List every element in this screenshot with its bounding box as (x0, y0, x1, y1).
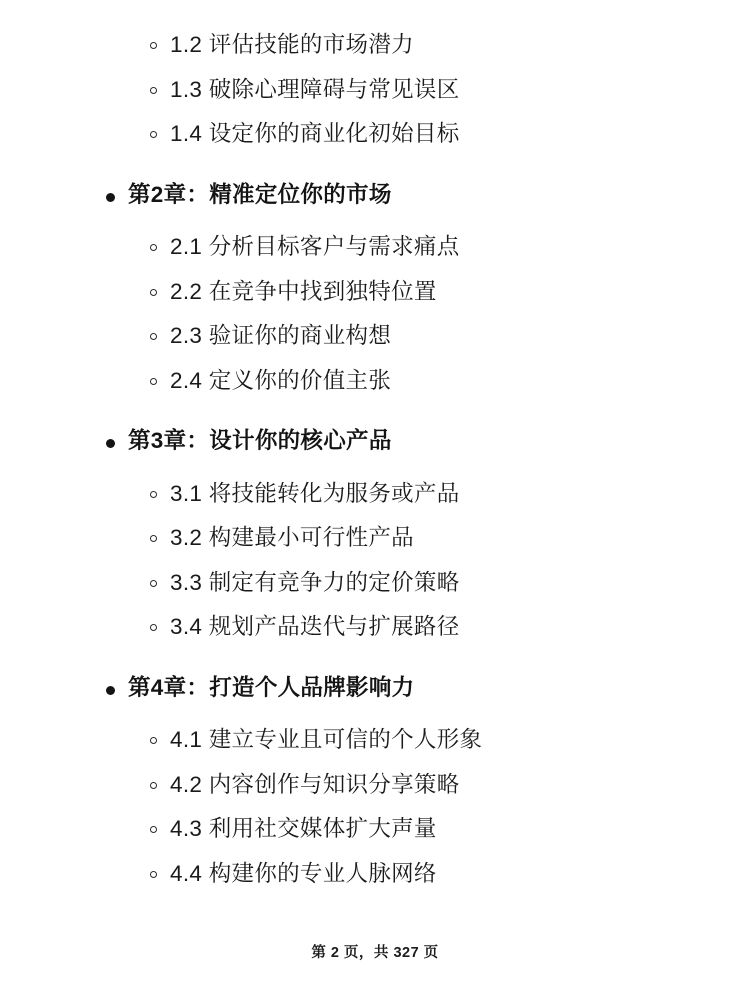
spacer (60, 101, 690, 123)
toc-entry-label: 3.1 将技能转化为服务或产品 (170, 480, 460, 506)
hollow-bullet-icon (150, 244, 157, 251)
hollow-bullet-icon (150, 782, 157, 789)
toc-entry-label: 4.2 内容创作与知识分享策略 (170, 771, 460, 797)
spacer (60, 348, 690, 370)
toc-entry-1-2[interactable] (60, 34, 690, 57)
spacer (60, 505, 690, 527)
toc-entry-label: 3.3 制定有竞争力的定价策略 (170, 569, 460, 595)
toc-chapter-label: 第2章：精准定位你的市场 (128, 181, 392, 207)
toc-entry-2-4[interactable] (60, 367, 690, 393)
toc-entry-4-4[interactable] (60, 860, 690, 886)
toc-entry-3-4[interactable] (60, 616, 690, 639)
toc-entry-label: 4.3 利用社交媒体扩大声量 (170, 816, 437, 841)
toc-entry-1-4[interactable] (60, 123, 690, 146)
toc-entry-label: 1.3 破除心理障碍与常见误区 (170, 76, 460, 102)
hollow-bullet-icon (150, 826, 157, 833)
toc-entry-label: 2.1 分析目标客户与需求痛点 (170, 234, 460, 259)
toc-entry-3-3[interactable] (60, 569, 690, 595)
spacer (60, 392, 690, 430)
spacer (60, 796, 690, 818)
toc-entry-label: 2.4 定义你的价值主张 (170, 367, 392, 393)
toc-entry-label: 4.1 建立专业且可信的个人形象 (170, 727, 483, 752)
spacer (60, 259, 690, 281)
toc-chapter-label: 第4章：打造个人品牌影响力 (128, 674, 415, 700)
toc-entry-3-1[interactable] (60, 480, 690, 506)
toc-chapter-label: 第3章：设计你的核心产品 (128, 428, 392, 453)
hollow-bullet-icon (150, 333, 157, 340)
spacer (60, 841, 690, 863)
toc-entry-4-2[interactable] (60, 771, 690, 797)
toc-chapter-2[interactable] (60, 181, 690, 207)
toc-entry-label: 3.2 构建最小可行性产品 (170, 525, 414, 550)
toc-entry-label: 1.2 评估技能的市场潜力 (170, 32, 414, 57)
spacer (60, 303, 690, 325)
toc-chapter-3[interactable] (60, 430, 690, 453)
page-footer: 第 2 页，共 327 页 (311, 945, 439, 961)
filled-bullet-icon (106, 439, 115, 448)
toc-entry-label: 4.4 构建你的专业人脉网络 (170, 860, 437, 886)
spacer (60, 550, 690, 572)
spacer (60, 699, 690, 729)
hollow-bullet-icon (150, 624, 157, 631)
spacer (60, 752, 690, 774)
hollow-bullet-icon (150, 491, 157, 498)
spacer (60, 639, 690, 677)
hollow-bullet-icon (150, 580, 157, 587)
hollow-bullet-icon (150, 871, 157, 878)
table-of-contents (60, 34, 690, 885)
toc-entry-2-2[interactable] (60, 278, 690, 304)
toc-entry-1-3[interactable] (60, 76, 690, 102)
toc-entry-2-1[interactable] (60, 236, 690, 259)
toc-entry-4-1[interactable] (60, 729, 690, 752)
toc-entry-label: 3.4 规划产品迭代与扩展路径 (170, 614, 460, 639)
spacer (60, 146, 690, 184)
hollow-bullet-icon (150, 131, 157, 138)
spacer (60, 206, 690, 236)
toc-entry-label: 1.4 设定你的商业化初始目标 (170, 121, 460, 146)
hollow-bullet-icon (150, 42, 157, 49)
filled-bullet-icon (106, 193, 115, 202)
filled-bullet-icon (106, 686, 115, 695)
hollow-bullet-icon (150, 378, 157, 385)
toc-entry-4-3[interactable] (60, 818, 690, 841)
toc-entry-label: 2.3 验证你的商业构想 (170, 323, 392, 348)
hollow-bullet-icon (150, 535, 157, 542)
toc-entry-2-3[interactable] (60, 325, 690, 348)
hollow-bullet-icon (150, 87, 157, 94)
hollow-bullet-icon (150, 289, 157, 296)
hollow-bullet-icon (150, 737, 157, 744)
toc-entry-3-2[interactable] (60, 527, 690, 550)
toc-entry-label: 2.2 在竞争中找到独特位置 (170, 278, 437, 304)
spacer (60, 453, 690, 483)
spacer (60, 594, 690, 616)
spacer (60, 57, 690, 79)
toc-chapter-4[interactable] (60, 674, 690, 700)
